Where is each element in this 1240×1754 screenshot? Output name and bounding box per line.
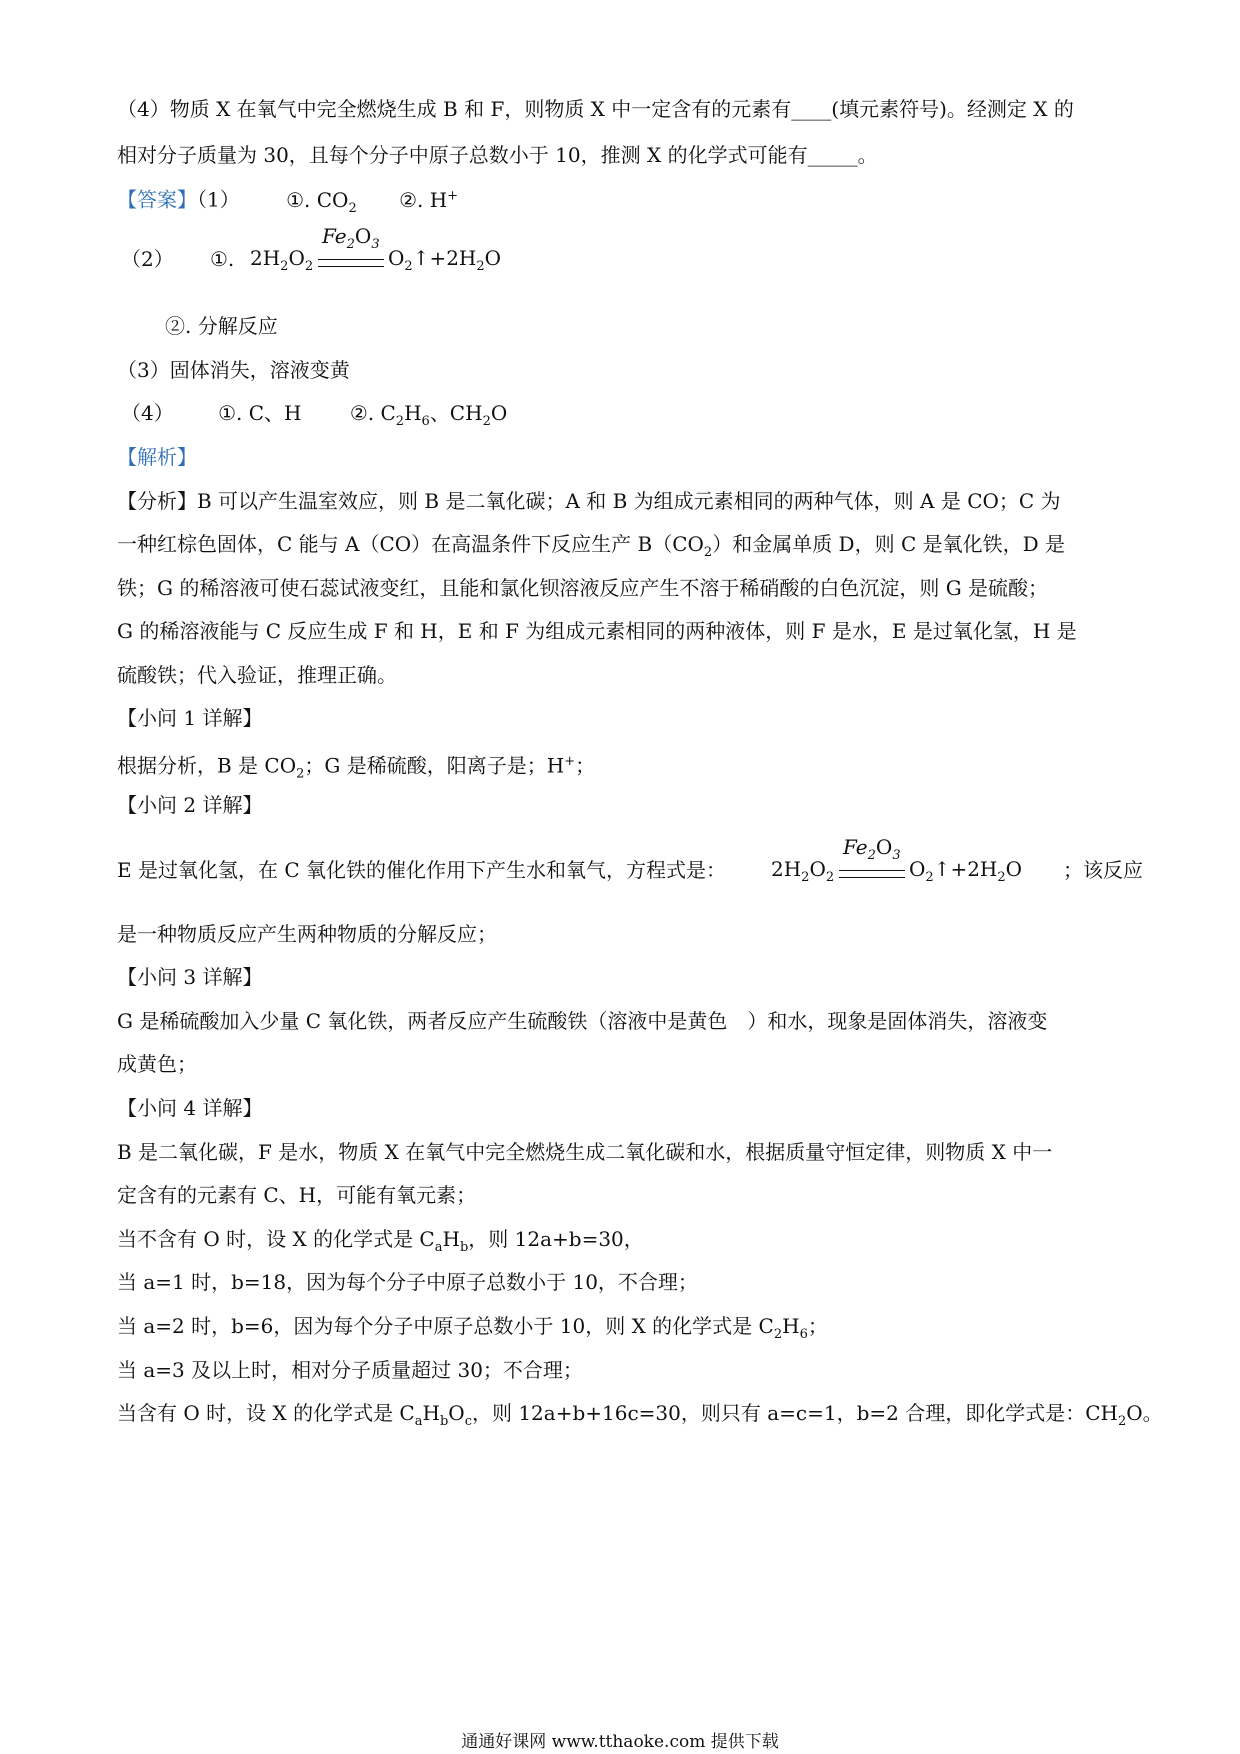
subquestion-2-text-end: ；该反应 [1063, 858, 1143, 882]
analysis-label: 【解析】 [117, 445, 197, 469]
subquestion-4-text-4: 当 a=1 时，b=18，因为每个分子中原子总数小于 10，不合理； [117, 1270, 698, 1294]
subquestion-4-text-6: 当 a=3 及以上时，相对分子质量超过 30；不合理； [117, 1358, 583, 1382]
subquestion-2-text: E 是过氧化氢，在 C 氧化铁的催化作用下产生水和氧气，方程式是： [117, 858, 726, 882]
analysis-line-3: 铁；G 的稀溶液可使石蕊试液变红，且能和氯化钡溶液反应产生不溶于稀硝酸的白色沉淀，则 G 是硫酸； [117, 576, 1049, 600]
analysis-line-2: 一种红棕色固体，C 能与 A（CO）在高温条件下反应生产 $B(CO_2)$和金属单质 D，则 C 是氧化铁，D 是 [117, 532, 1066, 560]
reaction-equation-2: $2H_2O_2$ $Fe_2O_3$ $O_2↑+2H_2O$ [771, 835, 1023, 885]
subquestion-3-text-2: 成黄色； [117, 1052, 197, 1076]
equation-catalyst: $Fe_2O_3$ [322, 224, 380, 252]
subquestion-4-title: 【小问 4 详解】 [117, 1096, 263, 1120]
subquestion-1-title: 【小问 1 详解】 [117, 706, 263, 730]
equation-double-line [318, 259, 384, 267]
equation-rhs: $O_2↑+2H_2O$ [388, 246, 502, 274]
answer-3: （3）固体消失，溶液变黄 [117, 358, 350, 382]
answer-2-part1: ①. [210, 247, 235, 271]
answer-2-part2: ②. 分解反应 [165, 314, 278, 338]
gas-arrow-icon: ↑ [412, 246, 430, 270]
subquestion-4-text-3: 当不含有 O 时，设 X 的化学式是 $C_aH_b$，则 12a+b=30， [117, 1227, 644, 1255]
equation-lhs: $2H_2O_2$ [250, 246, 314, 274]
reaction-equation-1 [250, 226, 550, 286]
subquestion-4-text-1: B 是二氧化碳，F 是水，物质 X 在氧气中完全燃烧生成二氧化碳和水，根据质量守恒定律，则物质 X 中一 [117, 1140, 1053, 1164]
q4-line-2: 相对分子质量为 30，且每个分子中原子总数小于 10，推测 X 的化学式可能有_____。 [117, 143, 878, 167]
subquestion-4-text-7: 当含有 O 时，设 X 的化学式是 $C_aH_bO_c$，则 12a+b+16c=30，则只有 a=c=1，b=2 合理，即化学式是：$CH_2O$。 [117, 1401, 1163, 1429]
subquestion-2-title: 【小问 2 详解】 [117, 793, 263, 817]
answer-1-prefix: （1） [197, 187, 240, 212]
subquestion-2-text-2: 是一种物质反应产生两种物质的分解反应； [117, 922, 497, 946]
page-footer: 通通好课网 www.tthaoke.com 提供下载 [461, 1732, 779, 1752]
answer-1-part1: ①. $CO_2$ [286, 187, 357, 216]
analysis-line-1: 【分析】B 可以产生温室效应，则 B 是二氧化碳；A 和 B 为组成元素相同的两种气体，则 A 是 CO；C 为 [117, 489, 1061, 513]
subquestion-4-text-2: 定含有的元素有 C、H，可能有氧元素； [117, 1183, 477, 1207]
analysis-line-4: G 的稀溶液能与 C 反应生成 F 和 H，E 和 F 为组成元素相同的两种液体，则 F 是水，E 是过氧化氢，H 是 [117, 619, 1077, 643]
answer-1-part2: ②. H+ [399, 187, 459, 212]
answer-line-1 [117, 183, 458, 222]
subquestion-3-text-1: G 是稀硫酸加入少量 C 氧化铁，两者反应产生硫酸铁（溶液中是黄色 ）和水，现象是固体消失，溶液变 [117, 1009, 1048, 1033]
subquestion-3-title: 【小问 3 详解】 [117, 965, 263, 989]
answer-4: （4） ①. C、H ②. $C_2H_6$、$CH_2O$ [121, 401, 508, 429]
q4-line-1: （4）物质 X 在氧气中完全燃烧生成 B 和 F，则物质 X 中一定含有的元素有____(填元素符号)。经测定 X 的 [117, 97, 1074, 121]
subquestion-1-text: 根据分析，B 是 $CO_2$；G 是稀硫酸，阳离子是；H+； [117, 753, 596, 782]
gas-arrow-icon: ↑ [933, 857, 951, 881]
answer-2-prefix: （2） [121, 247, 174, 271]
subquestion-4-text-5: 当 a=2 时，b=6，因为每个分子中原子总数小于 10，则 X 的化学式是 $C_2H_6$； [117, 1314, 828, 1342]
answer-label: 【答案】 [117, 187, 197, 212]
analysis-line-5: 硫酸铁；代入验证，推理正确。 [117, 663, 397, 687]
